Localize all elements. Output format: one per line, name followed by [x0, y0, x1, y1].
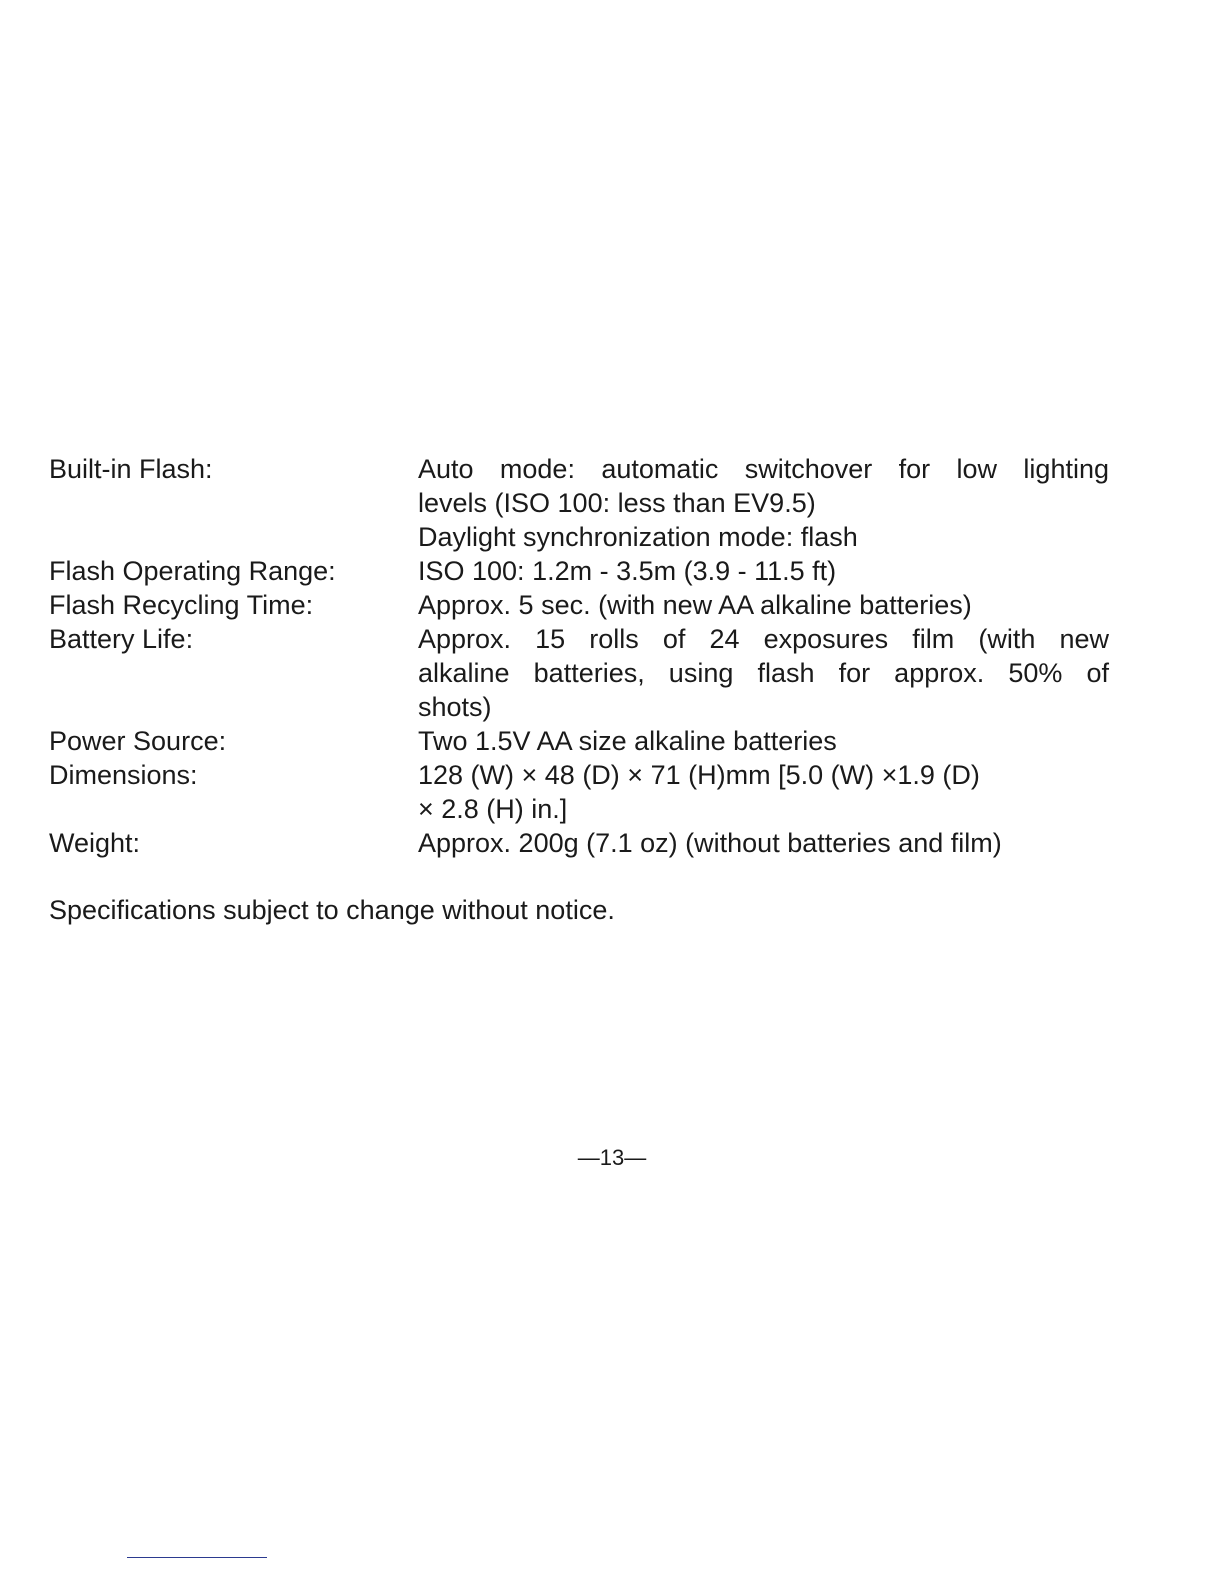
spec-value-line: ISO 100: 1.2m - 3.5m (3.9 - 11.5 ft) [418, 556, 837, 586]
spec-value-line: shots) [418, 692, 492, 722]
spec-label: Weight: [49, 828, 141, 858]
spec-row-flash-operating-range [49, 554, 1109, 588]
spec-label: Battery Life: [49, 624, 194, 654]
spec-value [418, 758, 1109, 826]
spec-value-line: alkaline batteries, using flash for approx. 50% of [418, 658, 1109, 688]
spec-value-line: levels (ISO 100: less than EV9.5) [418, 488, 816, 518]
spec-value-line: Auto mode: automatic switchover for low lighting [418, 454, 1109, 484]
spec-value-line: × 2.8 (H) in.] [418, 794, 568, 824]
spec-value-line: 128 (W) × 48 (D) × 71 (H)mm [5.0 (W) ×1.9 (D) [418, 760, 980, 790]
spec-table [49, 452, 1109, 860]
spec-row-flash-recycling-time [49, 588, 1109, 622]
spec-label: Dimensions: [49, 760, 198, 790]
spec-value-line: Approx. 15 rolls of 24 exposures film (with new [418, 624, 1109, 654]
page-number: —13— [577, 1145, 647, 1170]
spec-label: Flash Operating Range: [49, 556, 336, 586]
spec-label: Power Source: [49, 726, 227, 756]
spec-value-line: Daylight synchronization mode: flash [418, 522, 858, 552]
spec-value [418, 622, 1109, 724]
spec-value [418, 452, 1109, 554]
spec-value [418, 588, 1109, 622]
spec-row-weight [49, 826, 1109, 860]
spec-value [418, 724, 1109, 758]
spec-row-dimensions [49, 758, 1109, 826]
spec-label: Built-in Flash: [49, 454, 213, 484]
spec-value-line: Approx. 5 sec. (with new AA alkaline batteries) [418, 590, 972, 620]
notice-text: Specifications subject to change without notice. [49, 895, 615, 925]
spec-value [418, 826, 1109, 860]
spec-row-power-source [49, 724, 1109, 758]
spec-row-built-in-flash [49, 452, 1109, 554]
spec-value-line: Approx. 200g (7.1 oz) (without batteries and film) [418, 828, 1002, 858]
spec-value-line: Two 1.5V AA size alkaline batteries [418, 726, 837, 756]
spec-value [418, 554, 1109, 588]
spec-label: Flash Recycling Time: [49, 590, 314, 620]
footnote-rule [127, 1557, 267, 1558]
spec-row-battery-life [49, 622, 1109, 724]
